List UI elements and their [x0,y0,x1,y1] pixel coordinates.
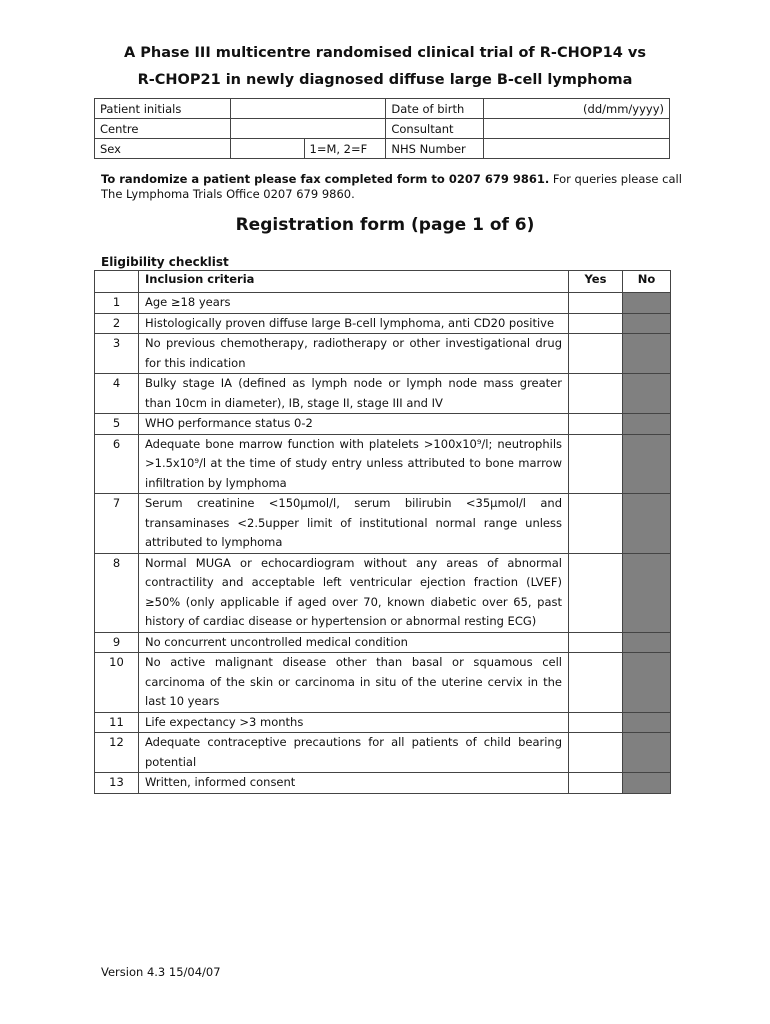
patient-details-table [94,98,670,159]
centre-field[interactable] [230,119,386,139]
yes-checkbox-cell[interactable] [569,712,623,733]
centre-label: Centre [95,119,231,139]
patient-initials-label: Patient initials [95,99,231,119]
criteria-row [95,434,671,494]
no-shaded-cell [623,733,671,773]
no-shaded-cell [623,632,671,653]
criteria-text: Bulky stage IA (defined as lymph node or lymph node mass greater than 10cm in diameter), IB, stage II, stage III and IV [139,374,569,414]
no-column-header: No [623,271,671,293]
criteria-number: 9 [95,632,139,653]
yes-checkbox-cell[interactable] [569,494,623,554]
criteria-text: Age ≥18 years [139,293,569,314]
criteria-row [95,733,671,773]
criteria-row [95,653,671,713]
criteria-row [95,313,671,334]
yes-checkbox-cell[interactable] [569,553,623,632]
criteria-text: No concurrent uncontrolled medical condition [139,632,569,653]
eligibility-checklist [94,270,671,794]
criteria-number: 5 [95,414,139,435]
criteria-number: 11 [95,712,139,733]
no-shaded-cell [623,374,671,414]
criteria-text: No previous chemotherapy, radiotherapy or other investigational drug for this indication [139,334,569,374]
criteria-number: 4 [95,374,139,414]
document-title [0,40,770,94]
criteria-number: 3 [95,334,139,374]
no-shaded-cell [623,414,671,435]
criteria-text: Adequate bone marrow function with platelets >100x10⁹/l; neutrophils >1.5x10⁹/l at the time of study entry unless attributed to bone marrow infiltration by lymphoma [139,434,569,494]
date-of-birth-label: Date of birth [386,99,484,119]
criteria-text: Normal MUGA or echocardiogram without any areas of abnormal contractility and acceptable left ventricular ejection fraction (LVEF) ≥50% (only applicable if aged over 70, known diabetic over 65, past history of cardiac disease or hypertension or abnormal resting ECG) [139,553,569,632]
criteria-row [95,293,671,314]
no-shaded-cell [623,773,671,794]
criteria-number: 8 [95,553,139,632]
criteria-row [95,773,671,794]
criteria-number: 6 [95,434,139,494]
criteria-row [95,712,671,733]
criteria-row [95,414,671,435]
criteria-column-header: Inclusion criteria [139,271,569,293]
yes-checkbox-cell[interactable] [569,313,623,334]
criteria-row [95,632,671,653]
title-line-2: R-CHOP21 in newly diagnosed diffuse large B-cell lymphoma [137,72,633,88]
title-line-1: A Phase III multicentre randomised clinical trial of R-CHOP14 vs [124,45,646,61]
criteria-text: Written, informed consent [139,773,569,794]
no-shaded-cell [623,334,671,374]
yes-checkbox-cell[interactable] [569,653,623,713]
yes-checkbox-cell[interactable] [569,434,623,494]
number-column-header [95,271,139,293]
yes-checkbox-cell[interactable] [569,293,623,314]
criteria-number: 13 [95,773,139,794]
dob-format-hint: (dd/mm/yyyy) [583,101,664,116]
consultant-field[interactable] [484,119,670,139]
criteria-number: 2 [95,313,139,334]
criteria-number: 7 [95,494,139,554]
criteria-text: Adequate contraceptive precautions for all patients of child bearing potential [139,733,569,773]
patient-initials-field[interactable] [230,99,386,119]
criteria-text: Life expectancy >3 months [139,712,569,733]
queries-contact: For queries please call The Lymphoma Trials Office 0207 679 9860. [101,172,682,201]
criteria-number: 12 [95,733,139,773]
eligibility-title: Eligibility checklist [101,255,229,269]
criteria-text: No active malignant disease other than basal or squamous cell carcinoma of the skin or carcinoma in situ of the uterine cervix in the last 10 years [139,653,569,713]
no-shaded-cell [623,553,671,632]
version-footer: Version 4.3 15/04/07 [101,965,221,979]
sex-label: Sex [95,139,231,159]
no-shaded-cell [623,494,671,554]
sex-code-hint: 1=M, 2=F [304,139,386,159]
form-heading: Registration form (page 1 of 6) [235,215,535,235]
no-shaded-cell [623,313,671,334]
no-shaded-cell [623,434,671,494]
yes-column-header: Yes [569,271,623,293]
fax-instruction: To randomize a patient please fax completed form to 0207 679 9861. [101,172,550,186]
criteria-row [95,334,671,374]
criteria-number: 1 [95,293,139,314]
criteria-number: 10 [95,653,139,713]
criteria-text: Histologically proven diffuse large B-cell lymphoma, anti CD20 positive [139,313,569,334]
criteria-row [95,374,671,414]
yes-checkbox-cell[interactable] [569,374,623,414]
criteria-rows [95,293,671,794]
no-shaded-cell [623,712,671,733]
yes-checkbox-cell[interactable] [569,632,623,653]
sex-field[interactable] [230,139,304,159]
nhs-number-field[interactable] [484,139,670,159]
yes-checkbox-cell[interactable] [569,334,623,374]
yes-checkbox-cell[interactable] [569,414,623,435]
criteria-text: Serum creatinine <150μmol/l, serum bilirubin <35μmol/l and transaminases <2.5upper limit of institutional normal range unless attributed to lymphoma [139,494,569,554]
nhs-number-label: NHS Number [386,139,484,159]
yes-checkbox-cell[interactable] [569,773,623,794]
no-shaded-cell [623,293,671,314]
no-shaded-cell [623,653,671,713]
date-of-birth-field[interactable] [484,99,670,119]
criteria-row [95,494,671,554]
criteria-row [95,553,671,632]
fax-notice [101,172,691,202]
yes-checkbox-cell[interactable] [569,733,623,773]
consultant-label: Consultant [386,119,484,139]
criteria-text: WHO performance status 0-2 [139,414,569,435]
